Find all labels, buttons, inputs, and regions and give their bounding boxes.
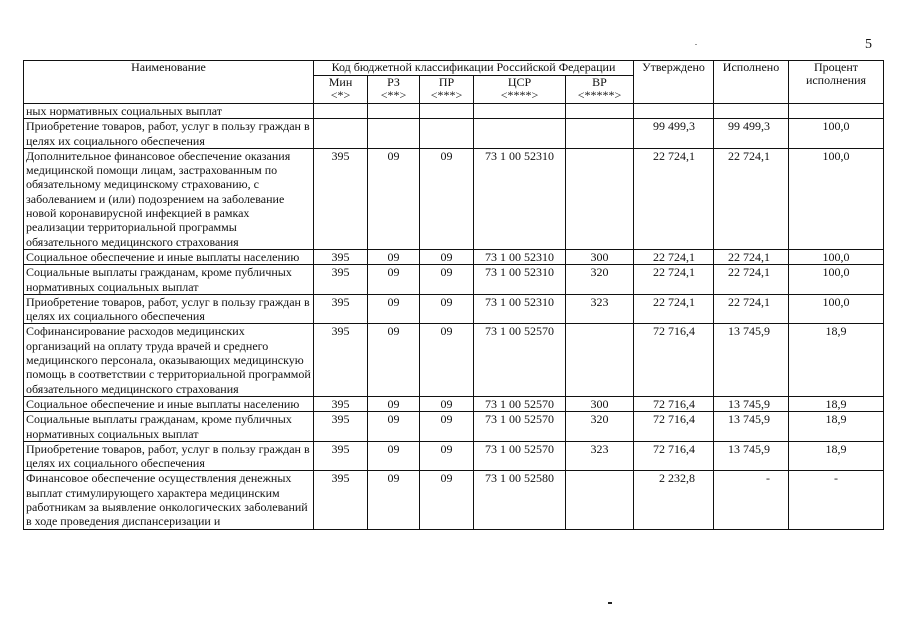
cell-name: Социальное обеспечение и иные выплаты населению (24, 249, 314, 264)
cell-approved: 72 716,4 (634, 396, 714, 411)
cell-pr: 09 (420, 441, 474, 471)
cell-percent (789, 104, 884, 119)
cell-min: 395 (314, 249, 368, 264)
cell-vr: 320 (566, 412, 634, 442)
header-min-note: <*> (330, 88, 351, 102)
header-percent (789, 61, 884, 104)
cell-rz: 09 (368, 294, 420, 324)
cell-min: 395 (314, 441, 368, 471)
cell-rz: 09 (368, 148, 420, 249)
cell-pr: 09 (420, 324, 474, 396)
table-row (24, 148, 884, 249)
cell-name: ных нормативных социальных выплат (24, 104, 314, 119)
cell-approved: 72 716,4 (634, 441, 714, 471)
cell-min: 395 (314, 471, 368, 529)
table-row (24, 324, 884, 396)
cell-name: Приобретение товаров, работ, услуг в пользу граждан в целях их социального обеспечения (24, 294, 314, 324)
cell-csr: 73 1 00 52310 (474, 294, 566, 324)
cell-pr: 09 (420, 294, 474, 324)
table-row (24, 104, 884, 119)
cell-approved: 22 724,1 (634, 148, 714, 249)
cell-percent: 100,0 (789, 294, 884, 324)
page-number: 5 (865, 37, 872, 52)
table-row (24, 471, 884, 529)
table-row (24, 441, 884, 471)
cell-rz (368, 104, 420, 119)
cell-executed: 13 745,9 (714, 412, 789, 442)
cell-vr (566, 104, 634, 119)
cell-approved (634, 104, 714, 119)
scan-speck (695, 44, 697, 45)
cell-vr: 300 (566, 396, 634, 411)
cell-rz: 09 (368, 324, 420, 396)
cell-pr: 09 (420, 412, 474, 442)
cell-percent: 100,0 (789, 119, 884, 149)
cell-pr (420, 104, 474, 119)
cell-name: Финансовое обеспечение осуществления денежных выплат стимулирующего характера медицинским работникам за выявление онкологических заболеваний в ходе проведения диспансеризации и (24, 471, 314, 529)
cell-csr: 73 1 00 52310 (474, 249, 566, 264)
cell-percent: 100,0 (789, 249, 884, 264)
cell-approved: 99 499,3 (634, 119, 714, 149)
header-min (314, 76, 368, 104)
header-vr (566, 76, 634, 104)
cell-vr: 300 (566, 249, 634, 264)
table-row (24, 396, 884, 411)
cell-csr (474, 104, 566, 119)
cell-name: Софинансирование расходов медицинских организаций на оплату труда врачей и среднего медицинского персонала, оказывающих медицинскую помощь в соответствии с территориальной программой обязательного медицинского страхования (24, 324, 314, 396)
cell-pr: 09 (420, 249, 474, 264)
header-pr-note: <***> (430, 88, 463, 102)
header-approved: Утверждено (634, 61, 714, 104)
cell-approved: 72 716,4 (634, 324, 714, 396)
header-rz-note: <**> (380, 88, 407, 102)
cell-executed: 99 499,3 (714, 119, 789, 149)
header-pr (420, 76, 474, 104)
cell-approved: 22 724,1 (634, 249, 714, 264)
cell-pr: 09 (420, 148, 474, 249)
cell-vr: 323 (566, 441, 634, 471)
table-row (24, 412, 884, 442)
cell-pr: 09 (420, 265, 474, 295)
cell-csr (474, 119, 566, 149)
cell-vr (566, 324, 634, 396)
cell-vr (566, 119, 634, 149)
cell-percent: 100,0 (789, 148, 884, 249)
cell-pr (420, 119, 474, 149)
cell-min (314, 104, 368, 119)
cell-min: 395 (314, 324, 368, 396)
cell-csr: 73 1 00 52570 (474, 441, 566, 471)
cell-approved: 22 724,1 (634, 265, 714, 295)
cell-approved: 22 724,1 (634, 294, 714, 324)
cell-name: Социальные выплаты гражданам, кроме публичных нормативных социальных выплат (24, 265, 314, 295)
cell-name: Приобретение товаров, работ, услуг в пользу граждан в целях их социального обеспечения (24, 119, 314, 149)
cell-csr: 73 1 00 52310 (474, 265, 566, 295)
cell-executed: 13 745,9 (714, 324, 789, 396)
cell-percent: 18,9 (789, 441, 884, 471)
cell-min: 395 (314, 294, 368, 324)
table-row (24, 265, 884, 295)
cell-rz (368, 119, 420, 149)
header-executed: Исполнено (714, 61, 789, 104)
cell-rz: 09 (368, 265, 420, 295)
header-percent-label: Процент исполнения (805, 60, 867, 87)
cell-pr: 09 (420, 471, 474, 529)
header-min-label: Мин (328, 75, 353, 89)
cell-executed: 22 724,1 (714, 148, 789, 249)
cell-approved: 72 716,4 (634, 412, 714, 442)
cell-csr: 73 1 00 52310 (474, 148, 566, 249)
header-rz (368, 76, 420, 104)
table-header (24, 61, 884, 104)
cell-vr (566, 471, 634, 529)
cell-csr: 73 1 00 52570 (474, 324, 566, 396)
cell-percent: 100,0 (789, 265, 884, 295)
cell-name: Социальное обеспечение и иные выплаты населению (24, 396, 314, 411)
budget-table (23, 60, 884, 530)
cell-csr: 73 1 00 52570 (474, 396, 566, 411)
header-code-group: Код бюджетной классификации Российской Федерации (314, 61, 634, 76)
cell-rz: 09 (368, 249, 420, 264)
table-row (24, 119, 884, 149)
header-csr-note: <****> (500, 88, 539, 102)
header-vr-note: <*****> (577, 88, 622, 102)
header-name: Наименование (24, 61, 314, 104)
cell-vr (566, 148, 634, 249)
cell-vr: 320 (566, 265, 634, 295)
cell-pr: 09 (420, 396, 474, 411)
cell-rz: 09 (368, 441, 420, 471)
cell-name: Социальные выплаты гражданам, кроме публичных нормативных социальных выплат (24, 412, 314, 442)
table-row (24, 249, 884, 264)
cell-csr: 73 1 00 52580 (474, 471, 566, 529)
cell-approved: 2 232,8 (634, 471, 714, 529)
cell-min: 395 (314, 396, 368, 411)
cell-executed: - (714, 471, 789, 529)
header-csr-label: ЦСР (507, 75, 532, 89)
scan-mark (608, 602, 612, 604)
cell-executed: 22 724,1 (714, 265, 789, 295)
header-rz-label: РЗ (387, 75, 400, 89)
header-csr (474, 76, 566, 104)
table-row (24, 294, 884, 324)
cell-vr: 323 (566, 294, 634, 324)
cell-executed: 22 724,1 (714, 294, 789, 324)
header-pr-label: ПР (438, 75, 455, 89)
cell-min: 395 (314, 412, 368, 442)
cell-rz: 09 (368, 471, 420, 529)
cell-executed (714, 104, 789, 119)
cell-name: Приобретение товаров, работ, услуг в пользу граждан в целях их социального обеспечения (24, 441, 314, 471)
cell-rz: 09 (368, 396, 420, 411)
cell-percent: 18,9 (789, 324, 884, 396)
cell-executed: 13 745,9 (714, 396, 789, 411)
cell-csr: 73 1 00 52570 (474, 412, 566, 442)
cell-executed: 22 724,1 (714, 249, 789, 264)
cell-percent: 18,9 (789, 412, 884, 442)
cell-min: 395 (314, 265, 368, 295)
cell-percent: 18,9 (789, 396, 884, 411)
cell-percent: - (789, 471, 884, 529)
cell-rz: 09 (368, 412, 420, 442)
header-vr-label: ВР (592, 75, 607, 89)
cell-min (314, 119, 368, 149)
table-body (24, 104, 884, 530)
cell-name: Дополнительное финансовое обеспечение оказания медицинской помощи лицам, застрахованным по обязательному медицинскому страхованию, с заболеванием и (или) подозрением на заболевание новой коронавирусной инфекцией в рамках реализации территориальной программы обязательного медицинского страхования (24, 148, 314, 249)
cell-min: 395 (314, 148, 368, 249)
cell-executed: 13 745,9 (714, 441, 789, 471)
